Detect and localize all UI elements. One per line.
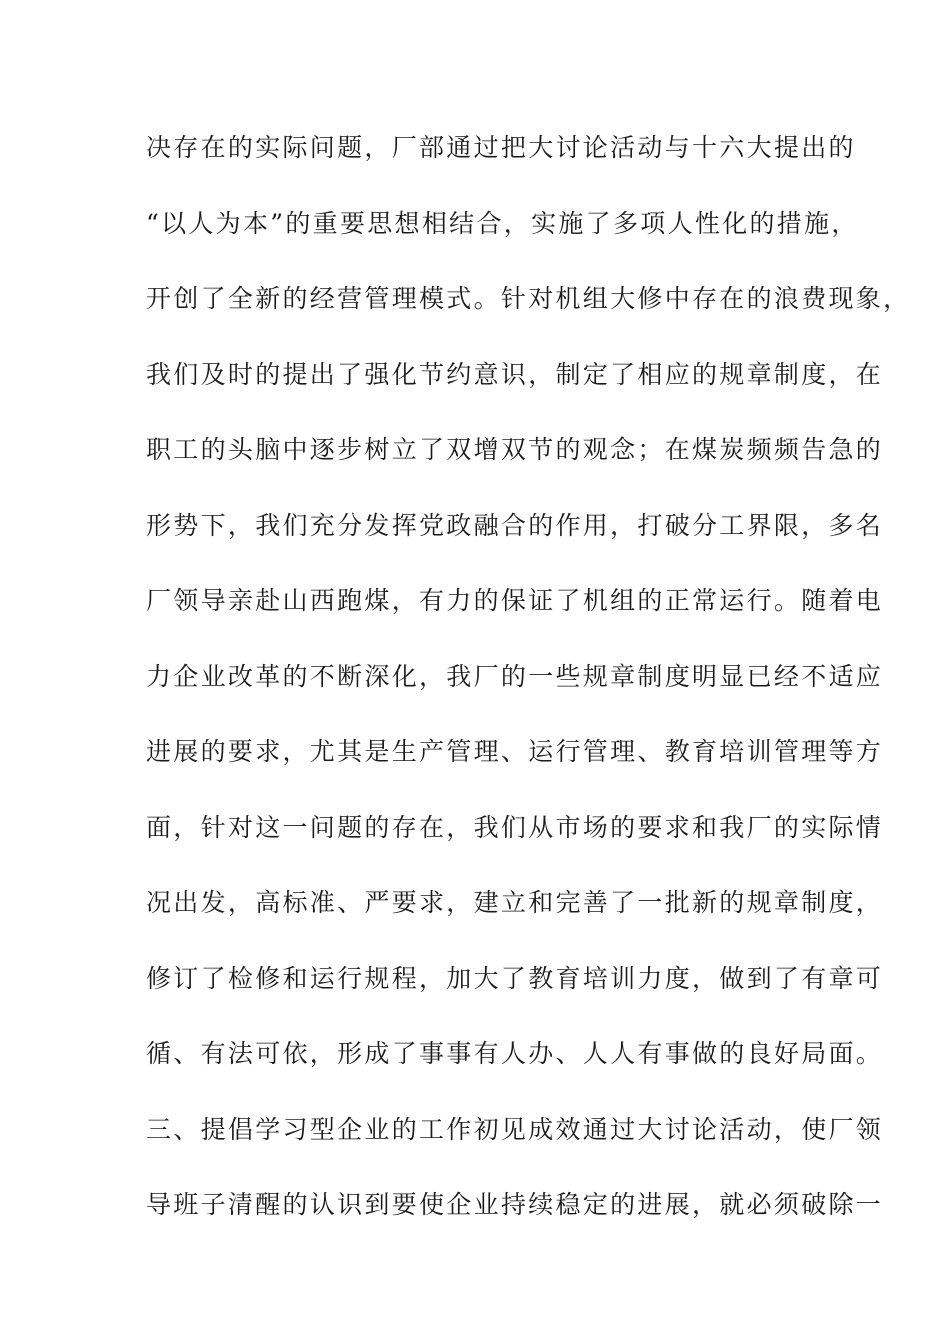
text-line: 循、有法可依，形成了事事有人办、人人有事做的良好局面。 — [146, 1039, 884, 1068]
text-line: 导班子清醒的认识到要使企业持续稳定的进展，就必须破除一 — [146, 1190, 884, 1219]
text-line: “以人为本”的重要思想相结合，实施了多项人性化的措施， — [146, 208, 859, 238]
body-text — [146, 128, 911, 1261]
text-line: 职工的头脑中逐步树立了双增双节的观念；在煤炭频频告急的 — [146, 435, 884, 464]
text-line: 我们及时的提出了强化节约意识，制定了相应的规章制度，在 — [146, 359, 884, 389]
section-heading-line: 三、提倡学习型企业的工作初见成效通过大讨论活动，使厂领 — [146, 1114, 884, 1144]
text-line: 决存在的实际问题，厂部通过把大讨论活动与十六大提出的 — [146, 133, 856, 162]
text-line: 况出发，高标准、严要求，建立和完善了一批新的规章制度， — [146, 888, 884, 917]
text-line: 开创了全新的经营管理模式。针对机组大修中存在的浪费现象， — [146, 284, 911, 313]
text-line: 力企业改革的不断深化，我厂的一些规章制度明显已经不适应 — [146, 661, 884, 691]
text-line: 修订了检修和运行规程，加大了教育培训力度，做到了有章可 — [146, 963, 884, 993]
text-line: 形势下，我们充分发挥党政融合的作用，打破分工界限，多名 — [146, 510, 884, 540]
text-line: 进展的要求，尤其是生产管理、运行管理、教育培训管理等方 — [146, 737, 884, 766]
text-line: 厂领导亲赴山西跑煤，有力的保证了机组的正常运行。随着电 — [146, 586, 884, 615]
text-line: 面，针对这一问题的存在，我们从市场的要求和我厂的实际情 — [146, 812, 884, 842]
